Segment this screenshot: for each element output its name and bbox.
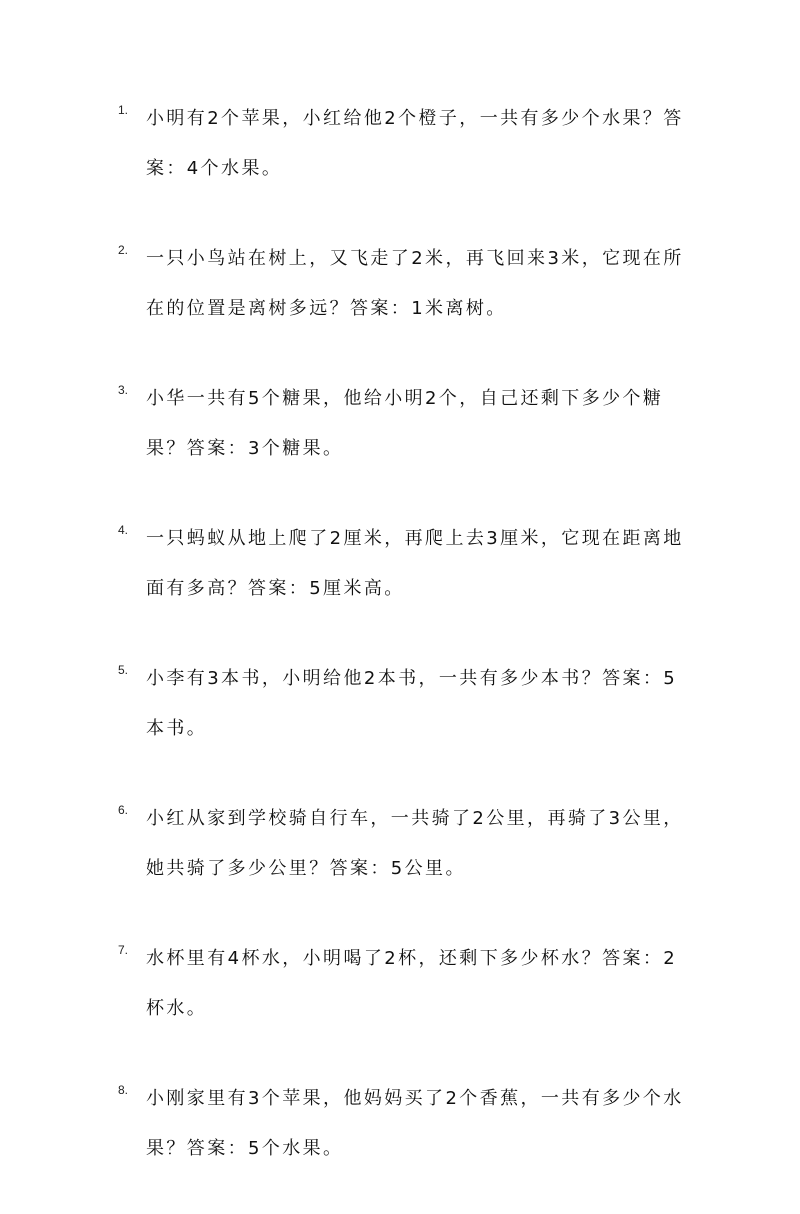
question-item-2 [118, 234, 698, 334]
question-number: 4. [118, 523, 129, 537]
question-number: 3. [118, 383, 129, 397]
question-number: 5. [118, 663, 129, 677]
question-item-1 [118, 94, 698, 194]
question-number: 2. [118, 243, 129, 257]
question-list [118, 94, 698, 1214]
question-number: 6. [118, 803, 129, 817]
question-item-8 [118, 1074, 698, 1174]
question-item-7 [118, 934, 698, 1034]
question-text: 小明有2个苹果，小红给他2个橙子，一共有多少个水果？答案：4个水果。 [146, 108, 684, 179]
question-number: 7. [118, 943, 129, 957]
question-text: 小红从家到学校骑自行车，一共骑了2公里，再骑了3公里，她共骑了多少公里？答案：5公里。 [146, 808, 684, 879]
question-item-5 [118, 654, 698, 754]
question-item-6 [118, 794, 698, 894]
question-number: 1. [118, 103, 129, 117]
question-text: 一只蚂蚁从地上爬了2厘米，再爬上去3厘米，它现在距离地面有多高？答案：5厘米高。 [146, 528, 684, 599]
question-number: 8. [118, 1083, 129, 1097]
question-item-4 [118, 514, 698, 614]
question-item-3 [118, 374, 698, 474]
question-text: 小李有3本书，小明给他2本书，一共有多少本书？答案：5本书。 [146, 668, 678, 739]
question-text: 一只小鸟站在树上，又飞走了2米，再飞回来3米，它现在所在的位置是离树多远？答案：1米离树。 [146, 248, 684, 319]
question-text: 小刚家里有3个苹果，他妈妈买了2个香蕉，一共有多少个水果？答案：5个水果。 [146, 1088, 684, 1159]
question-text: 水杯里有4杯水，小明喝了2杯，还剩下多少杯水？答案：2杯水。 [146, 948, 678, 1019]
question-text: 小华一共有5个糖果，他给小明2个，自己还剩下多少个糖果？答案：3个糖果。 [146, 388, 664, 459]
